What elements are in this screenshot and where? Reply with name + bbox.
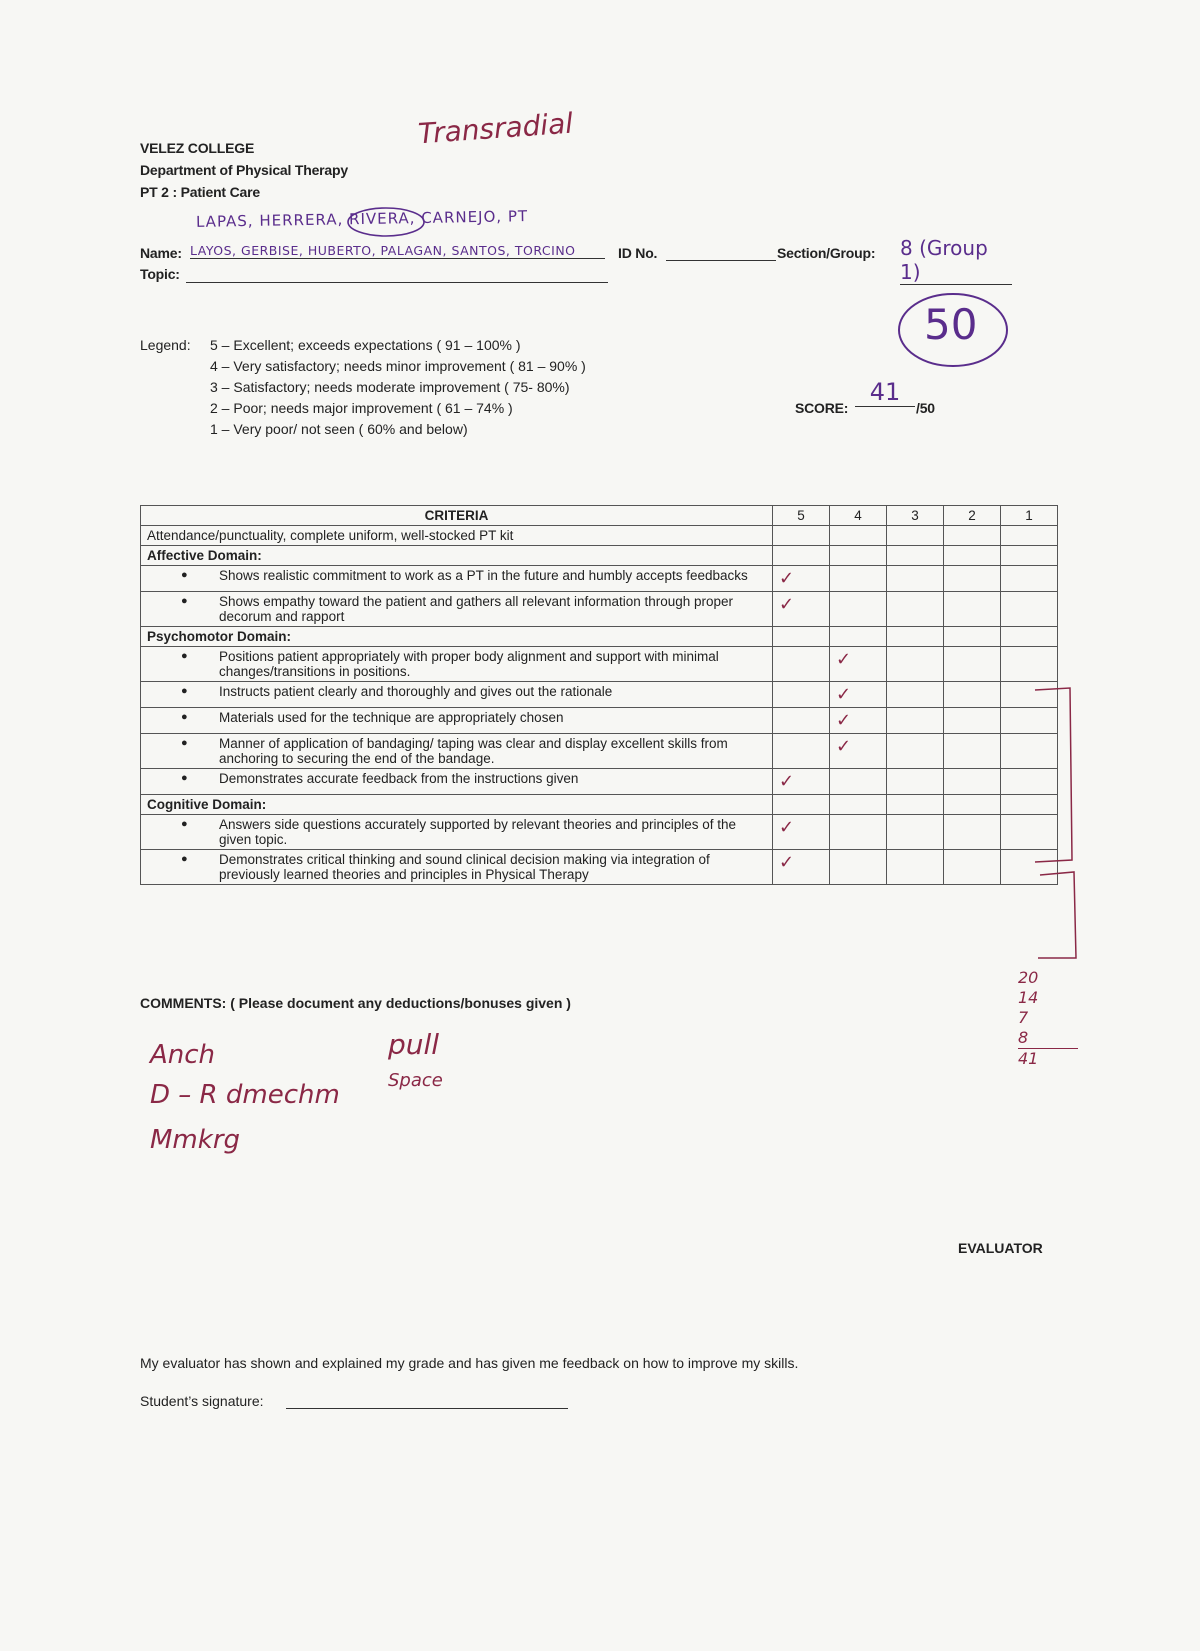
table-row	[141, 850, 1058, 885]
check-mark-icon: ✓	[836, 684, 852, 705]
bullet-icon: ●	[181, 569, 188, 581]
domain-row	[141, 795, 1058, 815]
criterion-cell	[141, 734, 773, 769]
score-cell-4[interactable]	[830, 526, 887, 546]
score-cell	[944, 795, 1001, 815]
id-field[interactable]	[666, 260, 776, 261]
signature-field[interactable]	[286, 1408, 568, 1409]
comment-note: D – R dmechm	[150, 1080, 340, 1110]
score-cell-3[interactable]	[887, 769, 944, 795]
score-cell-1[interactable]	[1001, 566, 1058, 592]
score-cell-3[interactable]	[887, 566, 944, 592]
score-cell-5[interactable]	[773, 592, 830, 627]
score-cell-2[interactable]	[944, 769, 1001, 795]
score-cell-3[interactable]	[887, 526, 944, 546]
legend-item: 2 – Poor; needs major improvement ( 61 – 74% )	[210, 400, 513, 416]
score-cell-5[interactable]	[773, 769, 830, 795]
score-cell-3[interactable]	[887, 708, 944, 734]
score-cell-1[interactable]	[1001, 592, 1058, 627]
score-total: /50	[916, 400, 935, 416]
bullet-icon: ●	[181, 711, 188, 723]
bullet-icon: ●	[181, 818, 188, 830]
score-cell	[773, 627, 830, 647]
scale-5-header: 5	[773, 506, 830, 526]
scale-3-header: 3	[887, 506, 944, 526]
score-cell-5[interactable]	[773, 850, 830, 885]
names-line-1: LAPAS, HERRERA, RIVERA, CARNEJO, PT	[195, 207, 529, 231]
score-cell-5[interactable]	[773, 682, 830, 708]
score-cell-4[interactable]	[830, 592, 887, 627]
check-mark-icon: ✓	[779, 817, 795, 838]
score-cell-4[interactable]	[830, 682, 887, 708]
criterion-cell	[141, 815, 773, 850]
score-cell	[1001, 627, 1058, 647]
legend-label: Legend:	[140, 337, 191, 353]
legend-item: 4 – Very satisfactory; needs minor improvement ( 81 – 90% )	[210, 358, 586, 374]
criterion-text: Demonstrates critical thinking and sound clinical decision making via integration of previously learned theories and principles in Physical Therapy	[219, 852, 710, 882]
legend-item: 3 – Satisfactory; needs moderate improvement ( 75- 80%)	[210, 379, 570, 395]
score-cell-5[interactable]	[773, 647, 830, 682]
table-row	[141, 734, 1058, 769]
score-cell	[830, 627, 887, 647]
score-cell-4[interactable]	[830, 815, 887, 850]
score-cell	[773, 546, 830, 566]
table-header-row	[141, 506, 1058, 526]
score-cell	[887, 546, 944, 566]
score-label: SCORE:	[795, 400, 849, 416]
criterion-text: Answers side questions accurately supported by relevant theories and principles of the given topic.	[219, 817, 737, 847]
score-cell-5[interactable]	[773, 566, 830, 592]
margin-tally	[1018, 968, 1078, 1069]
score-cell-1[interactable]	[1001, 647, 1058, 682]
course-name: PT 2 : Patient Care	[140, 184, 260, 200]
score-cell-2[interactable]	[944, 682, 1001, 708]
comment-note: Mmkrg	[150, 1125, 241, 1155]
score-cell-4[interactable]	[830, 850, 887, 885]
topic-label: Topic:	[140, 266, 180, 282]
comment-note: Space	[388, 1070, 443, 1091]
check-mark-icon: ✓	[836, 736, 852, 757]
score-cell-2[interactable]	[944, 734, 1001, 769]
criterion-cell	[141, 708, 773, 734]
check-mark-icon: ✓	[779, 594, 795, 615]
college-name: VELEZ COLLEGE	[140, 140, 255, 156]
bullet-icon: ●	[181, 737, 188, 749]
criterion-text: Instructs patient clearly and thoroughly and gives out the rationale	[219, 684, 613, 699]
tally-value: 20	[1018, 968, 1039, 987]
criterion-text: Manner of application of bandaging/ taping was clear and display excellent skills from anchoring to securing the end of the bandage.	[219, 736, 728, 766]
score-cell-2[interactable]	[944, 592, 1001, 627]
check-mark-icon: ✓	[836, 649, 852, 670]
scale-2-header: 2	[944, 506, 1001, 526]
table-row	[141, 682, 1058, 708]
criterion-text: Demonstrates accurate feedback from the instructions given	[219, 771, 579, 786]
domain-row	[141, 627, 1058, 647]
score-cell-3[interactable]	[887, 647, 944, 682]
table-row	[141, 769, 1058, 795]
score-cell-4[interactable]	[830, 734, 887, 769]
score-cell	[887, 795, 944, 815]
score-cell-3[interactable]	[887, 850, 944, 885]
score-cell-2[interactable]	[944, 850, 1001, 885]
legend-item: 1 – Very poor/ not seen ( 60% and below)	[210, 421, 468, 437]
criterion-text: Materials used for the technique are appropriately chosen	[219, 710, 564, 725]
handwritten-title: Transradial	[417, 106, 575, 151]
table-row	[141, 566, 1058, 592]
check-mark-icon: ✓	[779, 568, 795, 589]
criterion-text: Positions patient appropriately with proper body alignment and support with minimal changes/transitions in positions.	[219, 649, 719, 679]
section-value: 8 (Group 1)	[900, 236, 1012, 285]
legend-item: 5 – Excellent; exceeds expectations ( 91 – 100% )	[210, 337, 521, 353]
circle-mark	[345, 200, 427, 240]
criterion-cell	[141, 566, 773, 592]
bullet-icon: ●	[181, 595, 188, 607]
score-cell	[830, 795, 887, 815]
table-row	[141, 815, 1058, 850]
score-cell-2[interactable]	[944, 526, 1001, 546]
score-cell	[887, 627, 944, 647]
criterion-cell	[141, 769, 773, 795]
domain-title: Psychomotor Domain:	[141, 627, 773, 647]
score-cell-3[interactable]	[887, 734, 944, 769]
score-cell-2[interactable]	[944, 815, 1001, 850]
department-name: Department of Physical Therapy	[140, 162, 348, 178]
circled-total: 50	[924, 300, 978, 349]
score-cell-3[interactable]	[887, 682, 944, 708]
tally-value: 14	[1018, 988, 1039, 1007]
score-cell-4[interactable]	[830, 708, 887, 734]
score-cell-4[interactable]	[830, 647, 887, 682]
topic-field[interactable]	[186, 282, 608, 283]
section-label: Section/Group:	[777, 245, 876, 261]
domain-row	[141, 546, 1058, 566]
bullet-icon: ●	[181, 772, 188, 784]
criterion-text: Attendance/punctuality, complete uniform, well-stocked PT kit	[147, 528, 514, 543]
score-cell-4[interactable]	[830, 769, 887, 795]
bullet-icon: ●	[181, 685, 188, 697]
criterion-cell	[141, 526, 773, 546]
id-label: ID No.	[618, 245, 658, 261]
score-cell-2[interactable]	[944, 647, 1001, 682]
comment-note: pull	[388, 1028, 440, 1061]
domain-title: Cognitive Domain:	[141, 795, 773, 815]
table-row	[141, 647, 1058, 682]
score-cell-1[interactable]	[1001, 526, 1058, 546]
evaluator-label: EVALUATOR	[958, 1240, 1043, 1256]
criterion-cell	[141, 647, 773, 682]
table-row	[141, 526, 1058, 546]
names-line-2: LAYOS, GERBISE, HUBERTO, PALAGAN, SANTOS, TORCINO	[190, 243, 605, 259]
score-cell	[944, 546, 1001, 566]
score-cell-4[interactable]	[830, 566, 887, 592]
scale-4-header: 4	[830, 506, 887, 526]
domain-title: Affective Domain:	[141, 546, 773, 566]
tally-value: 8	[1018, 1028, 1029, 1047]
check-mark-icon: ✓	[779, 852, 795, 873]
score-cell	[944, 627, 1001, 647]
criteria-header: CRITERIA	[141, 506, 773, 526]
comments-label: COMMENTS: ( Please document any deductions/bonuses given )	[140, 995, 571, 1011]
score-cell	[830, 546, 887, 566]
score-cell-2[interactable]	[944, 708, 1001, 734]
score-cell-5[interactable]	[773, 526, 830, 546]
score-cell-3[interactable]	[887, 592, 944, 627]
table-row	[141, 592, 1058, 627]
name-label: Name:	[140, 245, 182, 261]
bracket-marks	[1030, 680, 1100, 960]
tally-total: 41	[1018, 1048, 1078, 1069]
tally-value: 7	[1018, 1008, 1029, 1027]
score-cell-5[interactable]	[773, 708, 830, 734]
score-cell-5[interactable]	[773, 734, 830, 769]
table-row	[141, 708, 1058, 734]
score-value: 41	[855, 378, 915, 407]
criteria-table	[140, 505, 1058, 885]
score-cell-3[interactable]	[887, 815, 944, 850]
criterion-cell	[141, 682, 773, 708]
criterion-cell	[141, 592, 773, 627]
signature-label: Student’s signature:	[140, 1393, 264, 1409]
score-cell	[1001, 546, 1058, 566]
score-cell-5[interactable]	[773, 815, 830, 850]
comment-note: Anch	[150, 1040, 216, 1070]
check-mark-icon: ✓	[836, 710, 852, 731]
score-cell	[773, 795, 830, 815]
scale-1-header: 1	[1001, 506, 1058, 526]
criterion-cell	[141, 850, 773, 885]
criterion-text: Shows empathy toward the patient and gathers all relevant information through proper decorum and rapport	[219, 594, 734, 624]
bullet-icon: ●	[181, 650, 188, 662]
bullet-icon: ●	[181, 853, 188, 865]
criterion-text: Shows realistic commitment to work as a PT in the future and humbly accepts feedbacks	[219, 568, 748, 583]
check-mark-icon: ✓	[779, 771, 795, 792]
feedback-statement: My evaluator has shown and explained my grade and has given me feedback on how to improve my skills.	[140, 1355, 799, 1371]
score-cell-2[interactable]	[944, 566, 1001, 592]
